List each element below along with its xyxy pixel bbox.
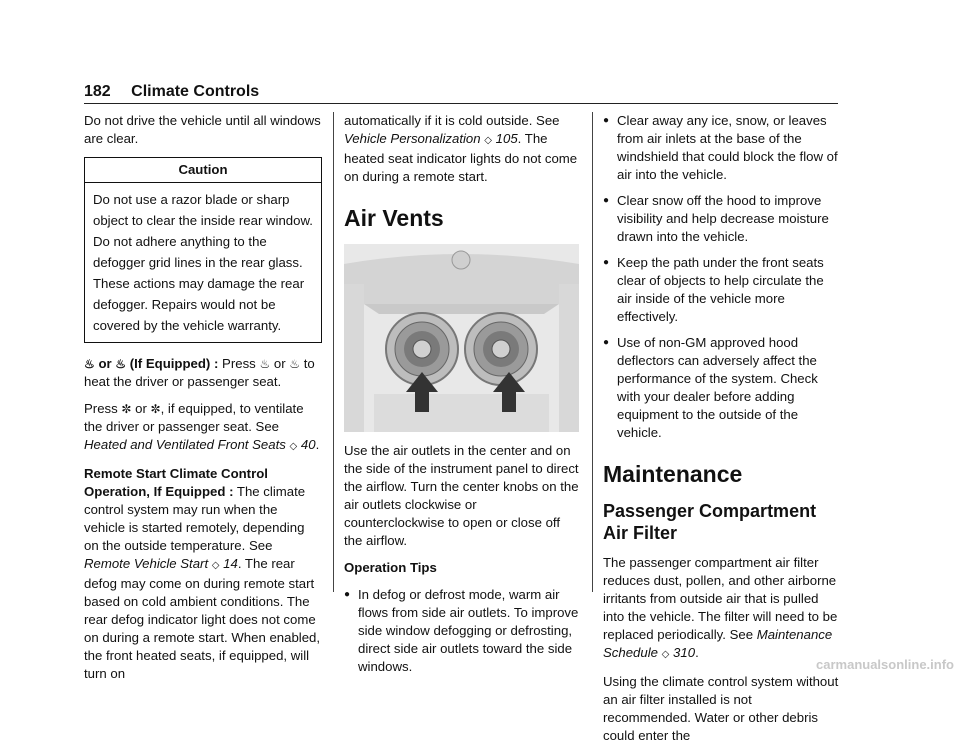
heated-ventilated-seats-link[interactable]: Heated and Ventilated Front Seats (84, 437, 286, 452)
operation-tips-list (344, 586, 580, 676)
heated-seat-label: (If Equipped) : (129, 356, 219, 371)
intro-text: Do not drive the vehicle until all windows are clear. (84, 113, 321, 146)
air-filter-heading: Passenger Compartment Air Filter (603, 501, 817, 543)
heated-seat-driver-icon: ♨ (84, 357, 95, 371)
page-ref-icon: ◇ (289, 441, 298, 452)
caution-box (84, 157, 322, 343)
list-item: ● Clear snow off the hood to improve visibility and help decrease moisture drawn into the vehicle. (603, 193, 829, 244)
page-number: 182 (84, 83, 111, 100)
list-item: ● Clear away any ice, snow, or leaves from air inlets at the base of the windshield that could block the flow of air into the vehicle. (603, 113, 838, 182)
ventilated-seat-paragraph: Press ✼ or ✼, if equipped, to ventilate the driver or passenger seat. See Heated and Ventilated Front Seats ◇ 40. (84, 401, 320, 452)
right-vent (465, 313, 537, 385)
list-item: ● In defog or defrost mode, warm air flows from side air outlets. To improve side window defogging or defrosting, direct side air outlets toward the side windows. (344, 587, 579, 674)
remote-start-paragraph: Remote Start Climate Control Operation, If Equipped : The climate control system may run when the vehicle is started remotely, depending on the outside temperature. See Remote Vehicle Start ◇ 14. The rear defog may come on during remote start based on cold ambient conditions. The rear defog indicator light does not come on during a remote start. When enabled, the front heated seats, if equipped, will turn on (84, 466, 321, 681)
heated-seat-paragraph: ♨ or ♨ (If Equipped) : Press ♨ or ♨ to heat the driver or passenger seat. (84, 356, 315, 389)
page-ref: 105 (495, 131, 518, 146)
bullet-icon: ● (603, 257, 610, 268)
air-vents-heading: Air Vents (344, 205, 444, 231)
maintenance-schedule-link[interactable]: Maintenance Schedule (603, 627, 833, 660)
bullet-icon: ● (603, 115, 610, 126)
column-1 (84, 112, 322, 692)
remote-start-label: Remote Start Climate Control Operation, If Equipped : (84, 466, 268, 499)
tips-list-continued (603, 112, 839, 442)
bullet-icon: ● (344, 589, 351, 600)
air-vents-illustration (344, 244, 579, 432)
heated-seat-icon: ♨ (259, 357, 271, 371)
heated-seat-icon: ♨ (289, 357, 301, 371)
page-ref-icon: ◇ (211, 560, 220, 571)
list-item: ● Keep the path under the front seats clear of objects to help circulate the air inside of the vehicle more effectively. (603, 255, 824, 324)
page-ref-icon: ◇ (661, 649, 670, 660)
page-ref: 310 (673, 645, 696, 660)
caution-title: Caution (85, 158, 321, 183)
operation-tips-title: Operation Tips (344, 560, 437, 575)
remote-vehicle-start-link[interactable]: Remote Vehicle Start (84, 556, 209, 571)
watermark: carmanualsonline.info (816, 657, 954, 672)
maintenance-heading: Maintenance (603, 461, 743, 487)
section-title: Climate Controls (131, 83, 260, 100)
page-ref-icon: ◇ (484, 135, 492, 146)
caution-body: Do not use a razor blade or sharp object to clear the inside rear window. Do not adhere anything to the defogger grid lines in the rear glass. These actions may damage the rear defogger. Repairs would not be covered by the vehicle warranty. (93, 192, 313, 333)
column-divider-2 (592, 112, 593, 592)
continued-paragraph: automatically if it is cold outside. See Vehicle Personalization ◇ 105. The heated seat indicator lights do not come on during a remote start. (344, 113, 578, 184)
air-filter-warning-paragraph: Using the climate control system without an air filter installed is not recommended. Water or other debris could enter the (603, 674, 839, 743)
page-ref: 40 (300, 437, 316, 452)
list-item: ● Use of non-GM approved hood deflectors can adversely affect the performance of the system. Check with your dealer before adding equipment to the outside of the vehicle. (603, 335, 818, 440)
heated-seat-passenger-icon: ♨ (115, 357, 127, 371)
ventilated-seat-icon: ✼ (121, 402, 132, 416)
vehicle-personalization-link[interactable]: Vehicle Personalization (344, 131, 481, 146)
ventilated-seat-icon: ✼ (150, 402, 161, 416)
column-divider-1 (333, 112, 334, 592)
column-3 (603, 112, 839, 754)
bullet-icon: ● (603, 337, 610, 348)
header-rule (84, 103, 838, 104)
bullet-icon: ● (603, 195, 610, 206)
page-header (84, 83, 259, 101)
air-filter-paragraph: The passenger compartment air filter reduces dust, pollen, and other airborne irritants from outside air that is pulled into the vehicle. The filter will need to be replaced periodically. See Maintenance Schedule ◇ 310. (603, 555, 838, 660)
page-ref: 14 (223, 556, 238, 571)
air-vents-description: Use the air outlets in the center and on the side of the instrument panel to direct the airflow. Turn the center knobs on the air outlets clockwise or counterclockwise to open or close off the airflow. (344, 443, 579, 548)
column-2 (344, 112, 580, 684)
